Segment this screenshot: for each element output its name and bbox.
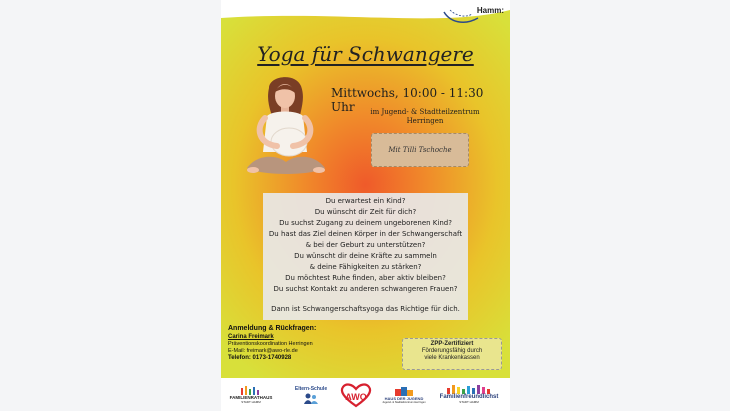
contact-phone[interactable]: Telefon: 0173-1740928 xyxy=(228,355,292,361)
certification-line3: viele Krankenkassen xyxy=(424,355,480,361)
footer-logos xyxy=(221,378,510,411)
description-line: Du wünscht dir deine Kräfte zu sammeln xyxy=(294,252,437,260)
certification-badge xyxy=(402,338,502,370)
awo-heart-icon xyxy=(339,382,373,408)
contact-email[interactable]: E-Mail: freimark@awo-rle.de xyxy=(228,348,298,354)
contact-name: Carina Freimark xyxy=(228,334,274,340)
description-line: Du hast das Ziel deinen Körper in der Schwangerschaft xyxy=(268,230,463,238)
haus-der-jugend-logo xyxy=(379,378,429,411)
schedule-time: Mittwochs, 10:00 - 11:30 Uhr xyxy=(331,86,484,114)
familienfreundlichst-label: Familienfreundlichst xyxy=(439,394,499,400)
description-line: Du wünscht dir Zeit für dich? xyxy=(314,208,417,216)
elternschule-logo xyxy=(293,378,329,411)
family-figures-icon xyxy=(240,386,262,395)
familienrathaus-sub: STADT HAMM xyxy=(241,399,261,404)
familienrathaus-label: FAMILIENRATHAUS xyxy=(229,394,273,400)
house-icon xyxy=(394,385,414,396)
haus-der-jugend-label: HAUS DER JUGEND xyxy=(384,396,424,401)
awo-logo xyxy=(337,378,375,411)
yoga-flyer xyxy=(221,0,510,411)
certification-title: ZPP-Zertifiziert xyxy=(430,341,474,347)
description-box xyxy=(263,193,468,320)
familienrathaus-logo xyxy=(227,378,275,411)
elternschule-label: Eltern-Schule xyxy=(294,385,328,392)
certification-line2: Förderungsfähig durch xyxy=(421,348,483,354)
description-line: Du möchtest Ruhe finden, aber aktiv bleiben? xyxy=(285,274,446,282)
description-line: & bei der Geburt zu unterstützen? xyxy=(305,241,426,249)
familienfreundlichst-sub: STADT HAMM xyxy=(459,400,479,404)
description-line: & deine Fähigkeiten zu stärken? xyxy=(309,263,422,271)
contact-role: Präventionskoordination Herringen xyxy=(228,341,313,347)
location-line1: im Jugend- & Stadtteilzentrum xyxy=(370,108,480,116)
colorful-bars-icon xyxy=(445,385,493,394)
contact-block xyxy=(228,325,316,361)
description-closing: Dann ist Schwangerschaftsyoga das Richtige für dich. xyxy=(271,305,460,313)
instructor-tag: Mit Tilli Tschoche xyxy=(371,133,469,167)
flyer-title: Yoga für Schwangere xyxy=(257,42,474,66)
contact-heading: Anmeldung & Rückfragen: xyxy=(228,325,317,332)
meditating-pregnant-woman-illustration xyxy=(239,72,333,180)
description-line: Du suchst Kontakt zu anderen schwangeren Frauen? xyxy=(273,285,458,293)
haus-der-jugend-sub: Jugend- & Stadtteilzentrum Herringen xyxy=(382,401,426,404)
location-line2: Herringen xyxy=(406,117,444,125)
description-line: Du suchst Zugang zu deinem ungeborenen Kind? xyxy=(279,219,452,227)
city-label: Hamm: xyxy=(476,6,504,15)
description-line: Du erwartest ein Kind? xyxy=(325,197,406,205)
familienfreundlichst-logo xyxy=(433,378,505,411)
awo-label: AWO xyxy=(345,391,367,402)
elternschule-figures-icon xyxy=(302,392,320,404)
